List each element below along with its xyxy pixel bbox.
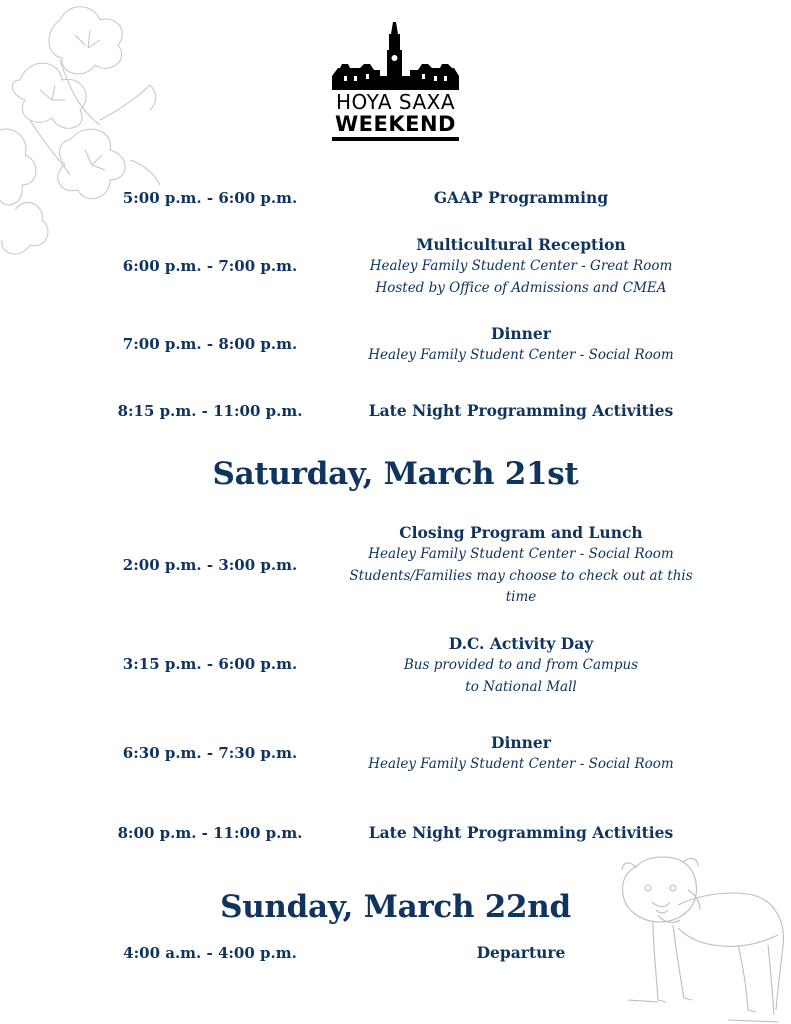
event-title: Late Night Programming Activities bbox=[368, 823, 674, 842]
event-time: 6:30 p.m. - 7:30 p.m. bbox=[122, 744, 298, 762]
event-title: Closing Program and Lunch bbox=[399, 523, 643, 542]
event-time: 6:00 p.m. - 7:00 p.m. bbox=[122, 257, 298, 275]
event-time: 2:00 p.m. - 3:00 p.m. bbox=[122, 556, 298, 574]
event-detail: Healey Family Student Center - Social Room bbox=[368, 756, 674, 772]
event-title: Multicultural Reception bbox=[416, 235, 626, 254]
event-detail: Hosted by Office of Admissions and CMEA bbox=[375, 279, 667, 296]
bulldog-decoration bbox=[618, 850, 791, 1024]
event-time: 8:15 p.m. - 11:00 p.m. bbox=[117, 402, 303, 420]
event-time: 7:00 p.m. - 8:00 p.m. bbox=[122, 335, 298, 353]
event-title: D.C. Activity Day bbox=[448, 634, 594, 653]
event-detail: Healey Family Student Center - Social Room bbox=[368, 546, 674, 562]
day-heading-sunday: Sunday, March 22nd bbox=[220, 889, 571, 925]
event-time: 8:00 p.m. - 11:00 p.m. bbox=[117, 824, 303, 842]
event-detail: time bbox=[505, 589, 537, 605]
event-time: 3:15 p.m. - 6:00 p.m. bbox=[122, 655, 298, 673]
magnolia-flowers-decoration bbox=[0, 0, 170, 270]
event-title: GAAP Programming bbox=[433, 188, 609, 207]
day-heading-saturday: Saturday, March 21st bbox=[212, 456, 579, 492]
event-title: Dinner bbox=[491, 733, 551, 752]
event-time: 4:00 a.m. - 4:00 p.m. bbox=[123, 944, 297, 962]
event-detail: to National Mall bbox=[465, 678, 577, 695]
logo-rule bbox=[332, 137, 459, 141]
logo-line1: HOYA SAXA bbox=[335, 90, 456, 114]
event-title: Departure bbox=[476, 943, 566, 962]
event-detail: Healey Family Student Center - Social Room bbox=[368, 347, 674, 363]
event-title: Dinner bbox=[491, 324, 551, 343]
event-time: 5:00 p.m. - 6:00 p.m. bbox=[122, 189, 298, 207]
logo-line2: WEEKEND bbox=[335, 112, 456, 136]
event-detail: Bus provided to and from Campus bbox=[403, 657, 639, 673]
event-detail: Healey Family Student Center - Great Room bbox=[369, 258, 673, 274]
event-title: Late Night Programming Activities bbox=[368, 401, 674, 420]
healy-hall-icon bbox=[330, 20, 461, 90]
hoya-saxa-weekend-logo bbox=[330, 20, 461, 144]
event-detail: Students/Families may choose to check out at this bbox=[349, 567, 693, 584]
